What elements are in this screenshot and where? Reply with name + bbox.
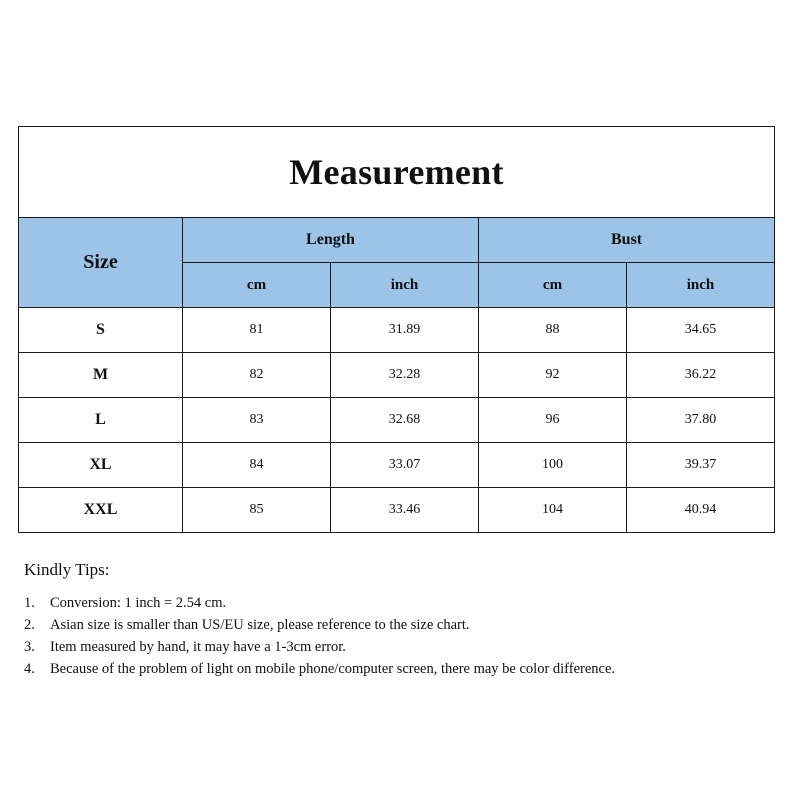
length-inch-cell: 31.89 [331, 308, 479, 353]
size-cell: XL [19, 443, 183, 488]
list-item [24, 592, 764, 614]
bust-inch-cell: 39.37 [627, 443, 775, 488]
tips-title: Kindly Tips: [24, 560, 110, 579]
tip-number: 2. [24, 617, 35, 633]
tip-text: Because of the problem of light on mobile phone/computer screen, there may be color difference. [50, 661, 616, 677]
tips-list [24, 592, 764, 680]
bust-cm-header: cm [479, 263, 627, 308]
length-inch-cell: 32.68 [331, 398, 479, 443]
length-group-header: Length [183, 218, 479, 263]
tip-text: Item measured by hand, it may have a 1-3cm error. [50, 639, 346, 655]
length-inch-cell: 32.28 [331, 353, 479, 398]
table-row [19, 353, 775, 398]
length-cm-cell: 82 [183, 353, 331, 398]
length-cm-header: cm [183, 263, 331, 308]
tip-text: Conversion: 1 inch = 2.54 cm. [50, 595, 227, 611]
list-item [24, 658, 764, 680]
bust-cm-cell: 88 [479, 308, 627, 353]
table-row [19, 488, 775, 533]
length-cm-cell: 84 [183, 443, 331, 488]
tip-number: 3. [24, 639, 35, 655]
bust-group-header: Bust [479, 218, 775, 263]
length-cm-cell: 85 [183, 488, 331, 533]
size-cell: S [19, 308, 183, 353]
bust-cm-cell: 100 [479, 443, 627, 488]
size-cell: XXL [19, 488, 183, 533]
length-inch-cell: 33.07 [331, 443, 479, 488]
bust-inch-cell: 36.22 [627, 353, 775, 398]
size-cell: L [19, 398, 183, 443]
length-inch-header: inch [331, 263, 479, 308]
size-column-header: Size [19, 218, 183, 308]
table-row [19, 308, 775, 353]
bust-cm-cell: 96 [479, 398, 627, 443]
tip-number: 1. [24, 595, 35, 611]
tip-text: Asian size is smaller than US/EU size, please reference to the size chart. [50, 617, 470, 633]
table-title: Measurement [19, 127, 775, 218]
bust-inch-cell: 34.65 [627, 308, 775, 353]
length-cm-cell: 81 [183, 308, 331, 353]
length-cm-cell: 83 [183, 398, 331, 443]
list-item [24, 614, 764, 636]
size-chart-table [18, 126, 775, 533]
table-row [19, 443, 775, 488]
list-item [24, 636, 764, 658]
bust-inch-cell: 37.80 [627, 398, 775, 443]
bust-inch-header: inch [627, 263, 775, 308]
table-row [19, 398, 775, 443]
size-cell: M [19, 353, 183, 398]
bust-cm-cell: 92 [479, 353, 627, 398]
length-inch-cell: 33.46 [331, 488, 479, 533]
tip-number: 4. [24, 661, 35, 677]
kindly-tips-section [24, 560, 764, 680]
bust-inch-cell: 40.94 [627, 488, 775, 533]
bust-cm-cell: 104 [479, 488, 627, 533]
